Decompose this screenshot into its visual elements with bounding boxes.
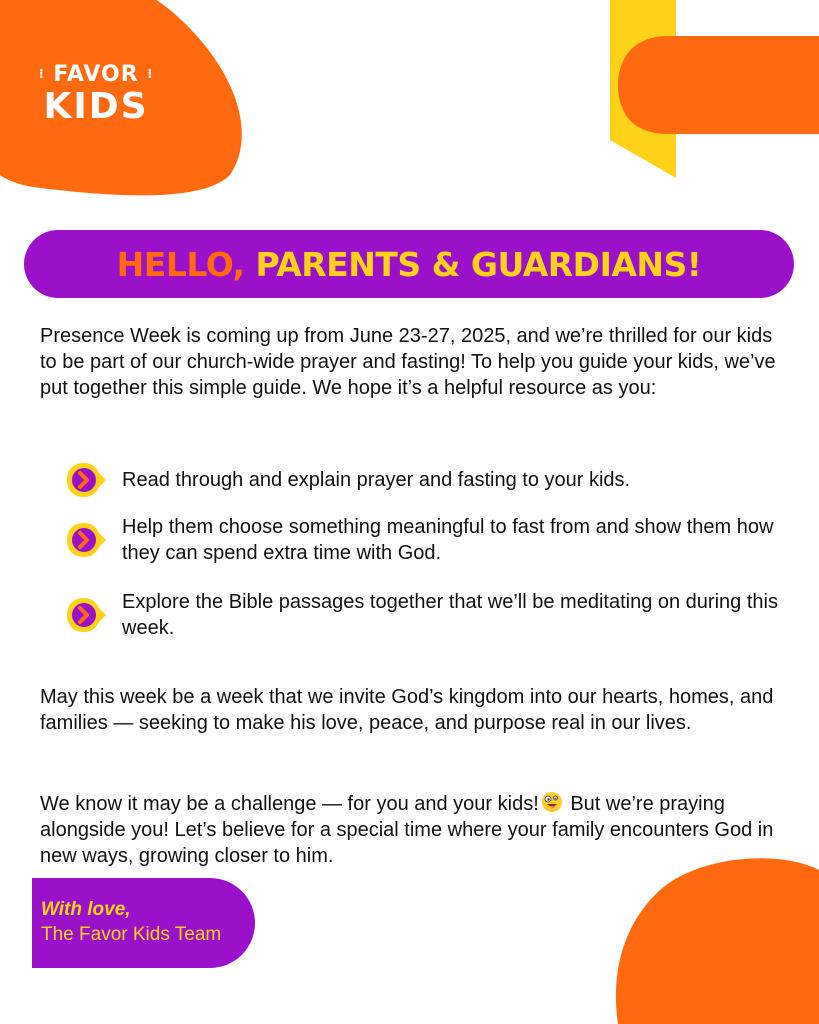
logo-spark-right: ⁝	[147, 67, 154, 82]
list-item-text: Read through and explain prayer and fasting to your kids.	[122, 469, 631, 491]
signoff-team: The Favor Kids Team	[41, 924, 222, 945]
orange-blob-bottom-right	[600, 850, 819, 1024]
chevron-right-bubble-icon	[64, 460, 108, 500]
list-item-text: Explore the Bible passages together that we’ll be meditating on during this week.	[122, 591, 778, 639]
banner-title-hello: HELLO,	[116, 244, 245, 284]
list-item	[64, 589, 784, 641]
list-item-text: Help them choose something meaningful to fast from and show them how they can spend extra time with God.	[122, 516, 774, 564]
banner-title-audience: PARENTS & GUARDIANS!	[244, 244, 702, 284]
chevron-right-bubble-icon	[64, 595, 108, 635]
encouragement-paragraph	[40, 791, 790, 869]
logo-line-2: KIDS	[43, 86, 149, 127]
list-item	[64, 514, 784, 566]
intro-paragraph: Presence Week is coming up from June 23-27, 2025, and we’re thrilled for our kids to be part of our church-wide prayer and fasting! To help you guide your kids, we’ve put together this simple guide. We hope it’s a helpful resource as you:	[40, 325, 776, 399]
hope-paragraph: May this week be a week that we invite God’s kingdom into our hearts, homes, and families — seeking to make his love, peace, and purpose real in our lives.	[40, 686, 774, 734]
orange-yellow-shape-top-right	[600, 0, 819, 190]
chevron-right-bubble-icon	[64, 520, 108, 560]
banner-title	[117, 245, 702, 284]
list-item	[64, 460, 784, 500]
encouragement-text-end: But we’re praying alongside you! Let’s believe for a special time where your family encounters God in new ways, growing closer to him.	[40, 793, 774, 867]
logo-line-1: FAVOR	[53, 62, 139, 87]
signoff-box	[32, 878, 255, 968]
favor-kids-logo	[36, 62, 156, 142]
zany-face-icon	[541, 791, 563, 813]
signoff-greeting: With love,	[41, 899, 131, 920]
encouragement-text-start: We know it may be a challenge — for you and your kids!	[40, 793, 539, 815]
logo-spark-left: ⁝	[38, 67, 45, 82]
greeting-banner	[24, 230, 794, 298]
